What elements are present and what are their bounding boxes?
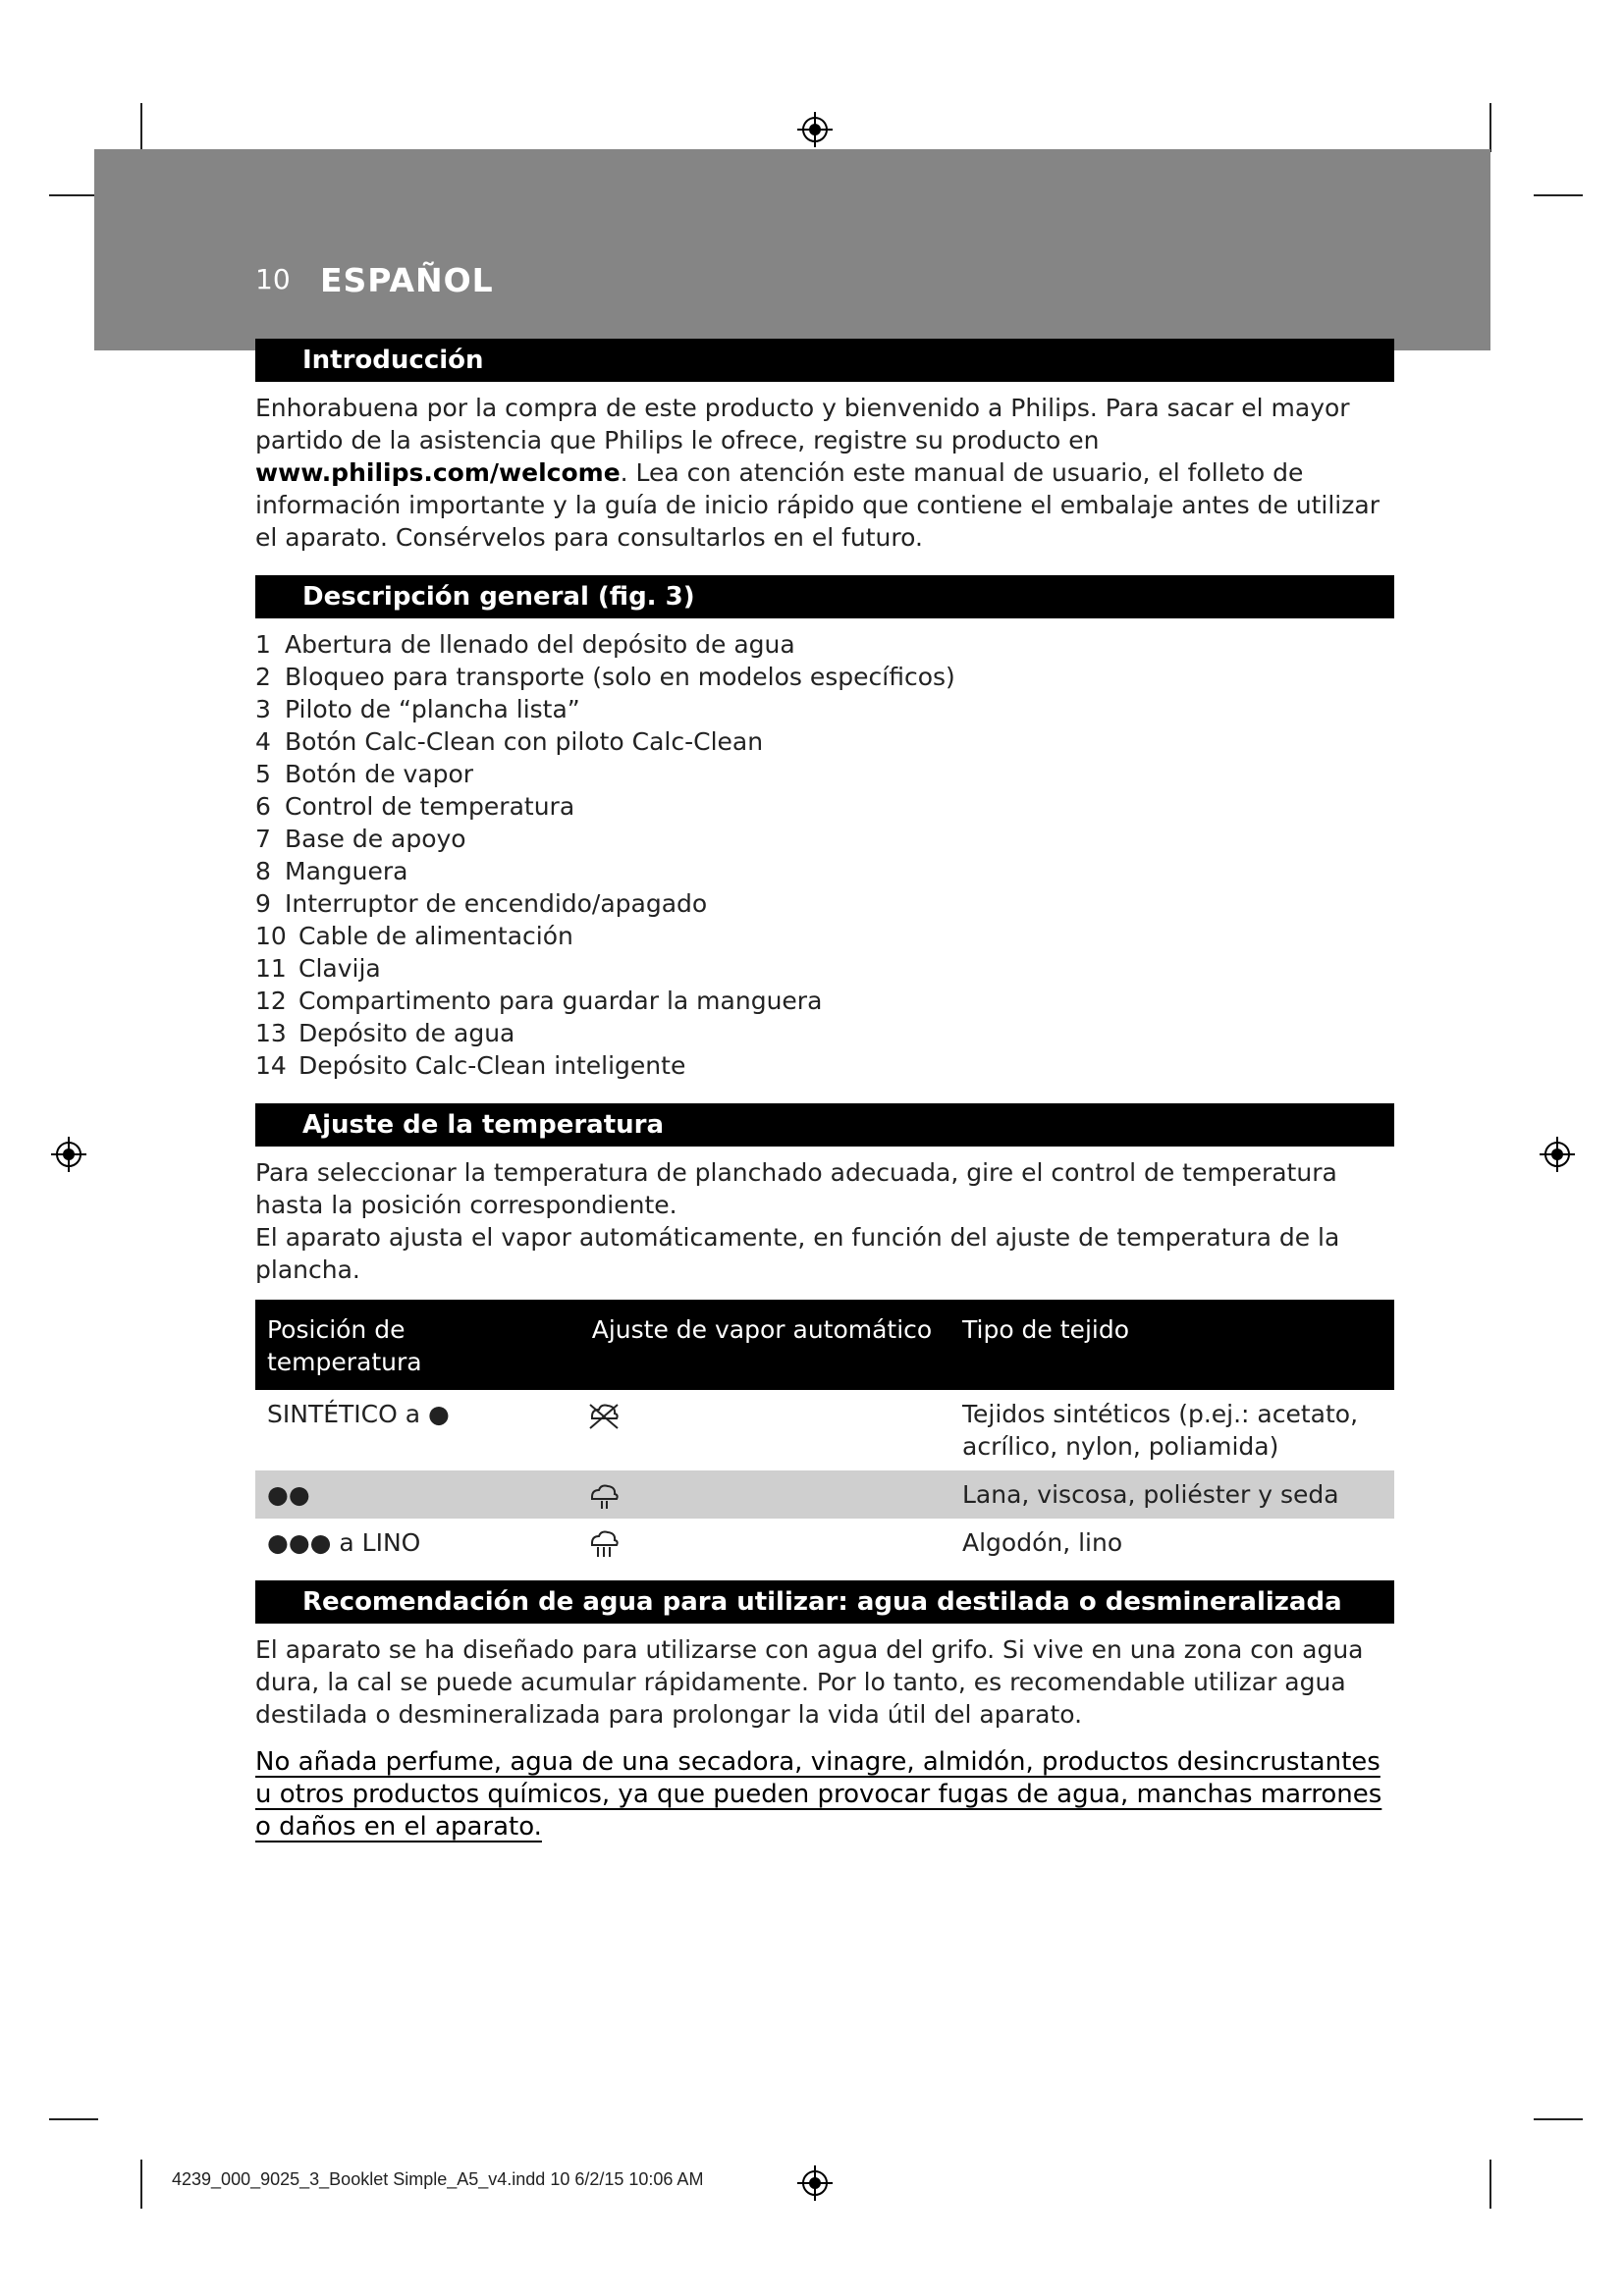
list-item-label: Piloto de “plancha lista” bbox=[285, 695, 580, 723]
temperature-table bbox=[255, 1300, 1394, 1567]
welcome-link[interactable]: www.philips.com/welcome bbox=[255, 458, 621, 487]
list-item-label: Control de temperatura bbox=[285, 792, 575, 821]
intro-paragraph bbox=[255, 392, 1394, 554]
list-item bbox=[255, 952, 1394, 985]
list-item bbox=[255, 1017, 1394, 1049]
list-item-number: 2 bbox=[255, 663, 271, 691]
parts-list bbox=[255, 628, 1394, 1082]
list-item-label: Botón de vapor bbox=[285, 760, 474, 788]
list-item-number: 12 bbox=[255, 987, 287, 1015]
registration-mark-icon bbox=[795, 110, 835, 149]
table-cell-fabric: Tejidos sintéticos (p.ej.: acetato, acrílico, nylon, poliamida) bbox=[962, 1400, 1359, 1461]
crop-mark bbox=[1489, 2160, 1491, 2209]
list-item bbox=[255, 725, 1394, 758]
intro-text-start: Enhorabuena por la compra de este producto y bienvenido a Philips. Para sacar el mayor partido de la asistencia que Philips le ofrece, registre su producto en bbox=[255, 394, 1350, 454]
table-header-cell: Ajuste de vapor automático bbox=[573, 1300, 950, 1390]
registration-mark-icon bbox=[1538, 1135, 1577, 1174]
list-item-number: 3 bbox=[255, 695, 271, 723]
table-cell-steam bbox=[573, 1519, 950, 1567]
table-cell-steam bbox=[573, 1390, 950, 1470]
list-item-label: Compartimento para guardar la manguera bbox=[298, 987, 823, 1015]
table-header-row bbox=[255, 1300, 1394, 1390]
intro-text-end: . Lea con atención este manual de usuario, el folleto de información importante y la guía de inicio rápido que contiene el embalaje antes de utilizar el aparato. Consérvelos para consultarlos en el futuro. bbox=[255, 458, 1380, 552]
registration-mark-icon bbox=[795, 2163, 835, 2203]
list-item-label: Depósito de agua bbox=[298, 1019, 515, 1047]
list-item-label: Interruptor de encendido/apagado bbox=[285, 889, 708, 918]
temperature-paragraph-2: El aparato ajusta el vapor automáticamente, en función del ajuste de temperatura de la plancha. bbox=[255, 1223, 1340, 1284]
steam-low-icon bbox=[586, 1481, 622, 1511]
section-heading-temperature: Ajuste de la temperatura bbox=[255, 1103, 1394, 1147]
list-item bbox=[255, 1049, 1394, 1082]
list-item-label: Clavija bbox=[298, 954, 381, 983]
page-number: 10 bbox=[255, 263, 291, 295]
table-cell-fabric: Lana, viscosa, poliéster y seda bbox=[950, 1470, 1394, 1519]
table-cell-position: SINTÉTICO a ● bbox=[267, 1400, 450, 1428]
list-item-label: Cable de alimentación bbox=[298, 922, 573, 950]
list-item bbox=[255, 823, 1394, 855]
list-item-number: 1 bbox=[255, 630, 271, 659]
list-item-label: Depósito Calc-Clean inteligente bbox=[298, 1051, 686, 1080]
crop-mark bbox=[1489, 103, 1491, 152]
crop-mark bbox=[1534, 194, 1583, 196]
table-cell-fabric: Algodón, lino bbox=[962, 1528, 1123, 1557]
table-row bbox=[255, 1519, 1394, 1567]
list-item bbox=[255, 661, 1394, 693]
table-row bbox=[255, 1390, 1394, 1470]
water-warning: No añada perfume, agua de una secadora, vinagre, almidón, productos desincrustantes u otros productos químicos, ya que pueden provocar fugas de agua, manchas marrones o daños en el aparato. bbox=[255, 1747, 1382, 1842]
header-band bbox=[94, 149, 1490, 350]
table-cell-position: ●● bbox=[255, 1470, 573, 1519]
list-item-number: 14 bbox=[255, 1051, 287, 1080]
list-item-label: Abertura de llenado del depósito de agua bbox=[285, 630, 795, 659]
crop-mark bbox=[49, 2118, 98, 2120]
list-item-number: 11 bbox=[255, 954, 287, 983]
section-heading-intro: Introducción bbox=[255, 339, 1394, 382]
list-item-number: 5 bbox=[255, 760, 271, 788]
table-cell-steam bbox=[573, 1470, 950, 1519]
water-paragraph: El aparato se ha diseñado para utilizarse con agua del grifo. Si vive en una zona con agua dura, la cal se puede acumular rápidamente. Por lo tanto, es recomendable utilizar agua destilada o desmineralizada para prolongar la vida útil del aparato. bbox=[255, 1635, 1364, 1729]
steam-off-icon bbox=[586, 1401, 622, 1430]
list-item-label: Botón Calc-Clean con piloto Calc-Clean bbox=[285, 727, 764, 756]
temperature-paragraph-1: Para seleccionar la temperatura de planchado adecuada, gire el control de temperatura hasta la posición correspondiente. bbox=[255, 1158, 1337, 1219]
list-item-label: Manguera bbox=[285, 857, 408, 885]
crop-mark bbox=[1534, 2118, 1583, 2120]
list-item bbox=[255, 920, 1394, 952]
list-item bbox=[255, 758, 1394, 790]
table-cell-position: ●●● a LINO bbox=[267, 1528, 421, 1557]
crop-mark bbox=[140, 2160, 142, 2209]
list-item-number: 13 bbox=[255, 1019, 287, 1047]
list-item-number: 4 bbox=[255, 727, 271, 756]
print-slug: 4239_000_9025_3_Booklet Simple_A5_v4.indd 10 6/2/15 10:06 AM bbox=[172, 2169, 704, 2189]
steam-high-icon bbox=[586, 1529, 622, 1559]
list-item-number: 6 bbox=[255, 792, 271, 821]
table-header-cell: Posición de temperatura bbox=[255, 1300, 573, 1390]
page-content bbox=[255, 339, 1394, 1869]
table-header-cell: Tipo de tejido bbox=[950, 1300, 1394, 1390]
list-item-label: Base de apoyo bbox=[285, 825, 466, 853]
list-item-number: 8 bbox=[255, 857, 271, 885]
list-item bbox=[255, 985, 1394, 1017]
list-item bbox=[255, 790, 1394, 823]
list-item-number: 9 bbox=[255, 889, 271, 918]
table-row bbox=[255, 1470, 1394, 1519]
list-item bbox=[255, 628, 1394, 661]
crop-mark bbox=[49, 194, 98, 196]
section-heading-water: Recomendación de agua para utilizar: agua destilada o desmineralizada bbox=[255, 1580, 1394, 1624]
list-item bbox=[255, 855, 1394, 887]
list-item bbox=[255, 887, 1394, 920]
list-item-number: 7 bbox=[255, 825, 271, 853]
section-heading-overview: Descripción general (fig. 3) bbox=[255, 575, 1394, 618]
registration-mark-icon bbox=[49, 1135, 88, 1174]
crop-mark bbox=[140, 103, 142, 152]
list-item-label: Bloqueo para transporte (solo en modelos específicos) bbox=[285, 663, 955, 691]
list-item bbox=[255, 693, 1394, 725]
page-language-title: ESPAÑOL bbox=[320, 261, 494, 299]
list-item-number: 10 bbox=[255, 922, 287, 950]
